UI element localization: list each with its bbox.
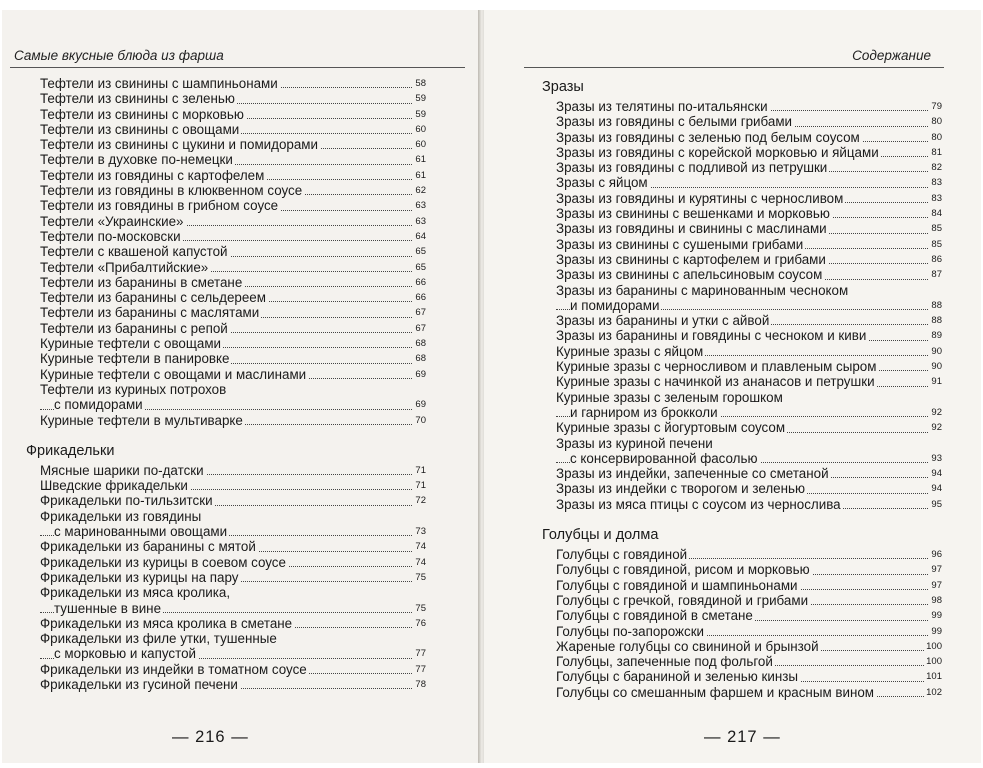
- toc-page-number: 75: [413, 601, 426, 616]
- toc-entry-title: Тефтели из говядины с картофелем: [40, 167, 265, 183]
- toc-entry-title: Тефтели из баранины с маслятами: [40, 305, 260, 321]
- toc-entry-title: Голубцы с говядиной: [556, 547, 688, 563]
- toc-page-number: 65: [413, 260, 426, 275]
- toc-entry-line: [26, 152, 426, 167]
- header-rule: [10, 67, 465, 68]
- toc-entry-title: Голубцы с говядиной и шампиньонами: [556, 577, 798, 593]
- toc-page-number: 79: [929, 99, 942, 114]
- section-spacer: [542, 512, 942, 524]
- toc-entry-line: [26, 305, 426, 320]
- toc-entry-title: с помидорами: [54, 397, 143, 413]
- toc-entry-line: [26, 91, 426, 106]
- table-of-contents: [26, 76, 426, 692]
- toc-page-number: 59: [413, 107, 426, 122]
- toc-entry-title: с морковью и капустой: [54, 646, 197, 662]
- toc-page-number: 74: [413, 555, 426, 570]
- toc-page-number: 58: [413, 76, 426, 91]
- toc-page-number: 89: [929, 328, 942, 343]
- toc-entry-title: Зразы из говядины и свинины с маслинами: [556, 221, 827, 237]
- table-of-contents: [542, 76, 942, 700]
- toc-entry-title: Куриные тефтели с овощами: [40, 336, 222, 352]
- toc-page-number: 102: [924, 685, 942, 700]
- toc-entry-line: [542, 344, 942, 359]
- right-page: [484, 10, 981, 763]
- section-heading: Фрикадельки: [26, 442, 115, 459]
- toc-entry-line: [542, 654, 942, 669]
- toc-page-number: 100: [924, 639, 942, 654]
- toc-entry-line: [26, 616, 426, 631]
- toc-entry-line: [542, 451, 942, 466]
- toc-page-number: 97: [929, 578, 942, 593]
- header-rule: [524, 67, 944, 68]
- toc-entry-title: Тефтели из свинины с шампиньонами: [40, 76, 278, 91]
- toc-entry-line: [542, 481, 942, 496]
- toc-entry-line: [26, 214, 426, 229]
- toc-entry-line: [26, 631, 426, 646]
- toc-page-number: 92: [929, 420, 942, 435]
- toc-entry-title: Куриные зразы с йогуртовым соусом: [556, 420, 786, 436]
- toc-entry-title: Зразы из говядины с белыми грибами: [556, 114, 793, 130]
- toc-entry-title: Тефтели по-московски: [40, 228, 181, 244]
- toc-entry-title: Тефтели с квашеной капустой: [40, 244, 228, 260]
- toc-page-number: 98: [929, 593, 942, 608]
- toc-entry-title: Фрикадельки из курицы на пару: [40, 569, 239, 585]
- toc-entry-line: [542, 99, 942, 114]
- toc-entry-line: [26, 198, 426, 213]
- toc-entry-title: Зразы из говядины с корейской морковью и яйцами: [556, 144, 879, 160]
- toc-entry-title: Голубцы со смешанным фаршем и красным вином: [556, 684, 875, 700]
- toc-entry-title: Тефтели «Прибалтийские»: [40, 259, 209, 275]
- toc-entry-title: Шведские фрикадельки: [40, 478, 188, 494]
- toc-entry-line: [26, 539, 426, 554]
- toc-page-number: 67: [413, 305, 426, 320]
- toc-page-number: 83: [929, 175, 942, 190]
- toc-page-number: 77: [413, 662, 426, 677]
- toc-entry-title: Тефтели из свинины с цукини и помидорами: [40, 137, 318, 153]
- toc-page-number: 88: [929, 298, 942, 313]
- toc-entry-title: Зразы из свинины с картофелем и грибами: [556, 251, 826, 267]
- toc-entry-line: [542, 578, 942, 593]
- toc-entry-line: [542, 547, 942, 562]
- page-number: — 217 —: [704, 728, 781, 746]
- toc-page-number: 91: [929, 374, 942, 389]
- toc-entry-line: [542, 206, 942, 221]
- toc-entry-line: [26, 336, 426, 351]
- toc-entry-title: Тефтели из куриных потрохов: [40, 381, 227, 397]
- toc-page-number: 72: [413, 493, 426, 508]
- toc-entry-line: [26, 244, 426, 259]
- toc-entry-title: Фрикадельки из индейки в томатном соусе: [40, 661, 307, 677]
- toc-entry-title: Зразы из баранины с маринованным чесноком: [556, 282, 849, 298]
- toc-entry-title: Тефтели из баранины с сельдереем: [40, 290, 266, 306]
- toc-entry-line: [542, 145, 942, 160]
- toc-entry-title: Голубцы с говядиной, рисом и морковью: [556, 562, 810, 578]
- toc-entry-title: Зразы из баранины и утки с айвой: [556, 313, 770, 329]
- toc-entry-title: Зразы из телятины по-итальянски: [556, 99, 768, 114]
- toc-page-number: 60: [413, 122, 426, 137]
- toc-entry-title: Голубцы, запеченные под фольгой: [556, 654, 773, 670]
- toc-entry-title: Тефтели в духовке по-немецки: [40, 152, 233, 168]
- toc-entry-line: [26, 585, 426, 600]
- toc-entry-line: [26, 493, 426, 508]
- toc-entry-title: Куриные тефтели в панировке: [40, 351, 230, 367]
- toc-entry-line: [26, 122, 426, 137]
- toc-page-number: 73: [413, 524, 426, 539]
- toc-page-number: 61: [413, 152, 426, 167]
- toc-page-number: 85: [929, 237, 942, 252]
- toc-entry-line: [26, 76, 426, 91]
- toc-entry-line: [542, 624, 942, 639]
- toc-entry-title: Зразы из индейки с творогом и зеленью: [556, 481, 806, 497]
- toc-entry-line: [542, 237, 942, 252]
- toc-entry-line: [542, 639, 942, 654]
- toc-entry-title: Зразы из говядины с зеленью под белым соусом: [556, 129, 860, 145]
- running-head: Содержание: [852, 48, 931, 63]
- toc-entry-line: [26, 183, 426, 198]
- toc-page-number: 78: [413, 677, 426, 692]
- toc-entry-line: [26, 275, 426, 290]
- toc-page-number: 68: [413, 336, 426, 351]
- toc-page-number: 83: [929, 191, 942, 206]
- toc-page-number: 99: [929, 608, 942, 623]
- toc-entry-line: [542, 221, 942, 236]
- toc-page-number: 101: [924, 669, 942, 684]
- toc-page-number: 71: [413, 463, 426, 478]
- toc-entry-line: [542, 191, 942, 206]
- toc-entry-title: Куриные зразы с черносливом и плавленым сыром: [556, 359, 877, 375]
- toc-page-number: 94: [929, 466, 942, 481]
- toc-entry-title: Куриные тефтели с овощами и маслинами: [40, 366, 307, 382]
- toc-entry-line: [542, 562, 942, 577]
- toc-entry-title: Куриные зразы с зеленым горошком: [556, 389, 783, 405]
- toc-entry-title: Тефтели из баранины в сметане: [40, 274, 243, 290]
- toc-entry-line: [26, 290, 426, 305]
- toc-page-number: 61: [413, 168, 426, 183]
- toc-page-number: 75: [413, 570, 426, 585]
- toc-entry-line: [26, 367, 426, 382]
- toc-entry-line: [542, 593, 942, 608]
- toc-entry-line: [542, 669, 942, 684]
- toc-page-number: 67: [413, 321, 426, 336]
- toc-page-number: 95: [929, 497, 942, 512]
- toc-entry-line: [542, 390, 942, 405]
- toc-page-number: 66: [413, 275, 426, 290]
- toc-entry-line: [26, 555, 426, 570]
- toc-entry-line: [26, 677, 426, 692]
- toc-page-number: 74: [413, 539, 426, 554]
- toc-page-number: 63: [413, 214, 426, 229]
- toc-entry-title: Куриные тефтели в мультиварке: [40, 412, 243, 428]
- toc-page-number: 81: [929, 145, 942, 160]
- toc-entry-title: Зразы из свинины с вешенками и морковью: [556, 206, 830, 222]
- toc-entry-line: [26, 463, 426, 478]
- toc-entry-line: [26, 509, 426, 524]
- toc-entry-title: Тефтели из баранины с репой: [40, 320, 228, 336]
- toc-entry-line: [542, 466, 942, 481]
- toc-entry-title: Куриные зразы с начинкой из ананасов и петрушки: [556, 374, 875, 390]
- toc-page-number: 90: [929, 359, 942, 374]
- toc-entry-line: [26, 260, 426, 275]
- toc-entry-title: Зразы из говядины с подливой из петрушки: [556, 160, 828, 176]
- toc-entry-line: [542, 405, 942, 420]
- toc-entry-title: Голубцы с гречкой, говядиной и грибами: [556, 592, 809, 608]
- toc-entry-line: [26, 413, 426, 428]
- toc-entry-line: [26, 382, 426, 397]
- toc-entry-line: [542, 283, 942, 298]
- toc-entry-line: [542, 267, 942, 282]
- toc-entry-line: [26, 524, 426, 539]
- toc-entry-title: Голубцы с говядиной в сметане: [556, 608, 753, 624]
- toc-entry-line: [26, 321, 426, 336]
- toc-entry-title: Тефтели из говядины в грибном соусе: [40, 198, 279, 214]
- toc-entry-line: [542, 175, 942, 190]
- toc-entry-title: Тефтели из свинины с овощами: [40, 121, 240, 137]
- toc-page-number: 66: [413, 290, 426, 305]
- toc-page-number: 63: [413, 198, 426, 213]
- toc-page-number: 99: [929, 624, 942, 639]
- toc-entry-title: Фрикадельки из гусиной печени: [40, 676, 238, 692]
- toc-page-number: 97: [929, 562, 942, 577]
- running-head: Самые вкусные блюда из фарша: [14, 48, 224, 63]
- toc-page-number: 84: [929, 206, 942, 221]
- toc-entry-title: Зразы из свинины с сушеными грибами: [556, 236, 804, 252]
- toc-entry-title: Мясные шарики по-датски: [40, 462, 204, 478]
- toc-entry-title: и гарниром из брокколи: [570, 404, 718, 420]
- page-number: — 216 —: [172, 728, 249, 746]
- toc-page-number: 80: [929, 114, 942, 129]
- toc-entry-title: Зразы с яйцом: [556, 175, 648, 191]
- toc-page-number: 60: [413, 137, 426, 152]
- toc-page-number: 71: [413, 478, 426, 493]
- toc-entry-title: Фрикадельки из говядины: [40, 508, 202, 524]
- toc-page-number: 86: [929, 252, 942, 267]
- section-heading: Голубцы и долма: [542, 527, 659, 544]
- toc-entry-line: [26, 601, 426, 616]
- toc-entry-line: [26, 229, 426, 244]
- toc-entry-line: [542, 160, 942, 175]
- toc-entry-title: Зразы из индейки, запеченные со сметаной: [556, 466, 829, 482]
- toc-page-number: 90: [929, 344, 942, 359]
- toc-entry-title: с маринованными овощами: [54, 524, 228, 540]
- toc-entry-title: Голубцы по-запорожски: [556, 623, 705, 639]
- toc-page-number: 96: [929, 547, 942, 562]
- toc-page-number: 77: [413, 646, 426, 661]
- toc-entry-title: Тефтели из говядины в клюквенном соусе: [40, 183, 303, 199]
- toc-page-number: 92: [929, 405, 942, 420]
- toc-entry-title: Зразы из говядины и курятины с черносливом: [556, 190, 844, 206]
- toc-entry-line: [26, 168, 426, 183]
- toc-page-number: 88: [929, 313, 942, 328]
- toc-page-number: 93: [929, 451, 942, 466]
- toc-entry-line: [542, 359, 942, 374]
- toc-page-number: 68: [413, 351, 426, 366]
- toc-entry-title: Жареные голубцы со свининой и брынзой: [556, 638, 819, 654]
- toc-entry-line: [542, 252, 942, 267]
- toc-entry-line: [26, 646, 426, 661]
- toc-entry-title: Зразы из мяса птицы с соусом из чернослива: [556, 496, 841, 512]
- toc-entry-line: [542, 608, 942, 623]
- toc-entry-title: Фрикадельки из мяса кролика в сметане: [40, 615, 293, 631]
- toc-entry-line: [542, 374, 942, 389]
- toc-page-number: 69: [413, 397, 426, 412]
- toc-entry-title: Фрикадельки из филе утки, тушенные: [40, 631, 277, 647]
- toc-entry-line: [542, 328, 942, 343]
- toc-entry-line: [26, 478, 426, 493]
- toc-entry-line: [26, 662, 426, 677]
- toc-page-number: 87: [929, 267, 942, 282]
- toc-entry-line: [542, 497, 942, 512]
- toc-page-number: 100: [924, 654, 942, 669]
- toc-entry-title: Фрикадельки из курицы в соевом соусе: [40, 554, 286, 570]
- toc-entry-title: Тефтели из свинины с морковью: [40, 106, 244, 122]
- toc-entry-line: [542, 685, 942, 700]
- toc-page-number: 64: [413, 229, 426, 244]
- toc-page-number: 94: [929, 481, 942, 496]
- toc-page-number: 69: [413, 367, 426, 382]
- toc-page-number: 62: [413, 183, 426, 198]
- toc-page-number: 85: [929, 221, 942, 236]
- toc-entry-title: Тефтели «Украинские»: [40, 213, 184, 229]
- toc-entry-title: с консервированной фасолью: [570, 450, 758, 466]
- toc-entry-title: Тефтели из свинины с зеленью: [40, 91, 235, 107]
- toc-entry-line: [26, 351, 426, 366]
- toc-entry-title: Фрикадельки из мяса кролика,: [40, 585, 231, 601]
- toc-entry-line: [542, 114, 942, 129]
- toc-entry-line: [542, 436, 942, 451]
- section-heading: Зразы: [542, 79, 584, 95]
- toc-page-number: 65: [413, 244, 426, 259]
- toc-page-number: 59: [413, 91, 426, 106]
- toc-page-number: 76: [413, 616, 426, 631]
- toc-page-number: 80: [929, 130, 942, 145]
- left-page: [2, 10, 480, 763]
- toc-entry-line: [26, 570, 426, 585]
- toc-entry-title: Фрикадельки из баранины с мятой: [40, 539, 256, 555]
- toc-entry-line: [542, 313, 942, 328]
- toc-entry-title: тушенные в вине: [54, 600, 162, 616]
- toc-entry-line: [542, 130, 942, 145]
- toc-entry-title: Куриные зразы с яйцом: [556, 343, 704, 359]
- toc-entry-title: Фрикадельки по-тильзитски: [40, 493, 213, 509]
- toc-entry-title: Зразы из баранины и говядины с чесноком и киви: [556, 328, 867, 344]
- toc-page-number: 70: [413, 413, 426, 428]
- toc-entry-title: Зразы из свинины с апельсиновым соусом: [556, 267, 823, 283]
- toc-entry-line: [542, 420, 942, 435]
- toc-page-number: 82: [929, 160, 942, 175]
- toc-entry-line: [26, 107, 426, 122]
- toc-entry-line: [26, 397, 426, 412]
- toc-entry-title: Голубцы с бараниной и зеленью кинзы: [556, 669, 798, 685]
- toc-entry-title: Зразы из куриной печени: [556, 435, 713, 451]
- toc-entry-line: [26, 137, 426, 152]
- section-spacer: [26, 428, 426, 440]
- toc-entry-title: и помидорами: [570, 297, 660, 313]
- toc-entry-line: [542, 298, 942, 313]
